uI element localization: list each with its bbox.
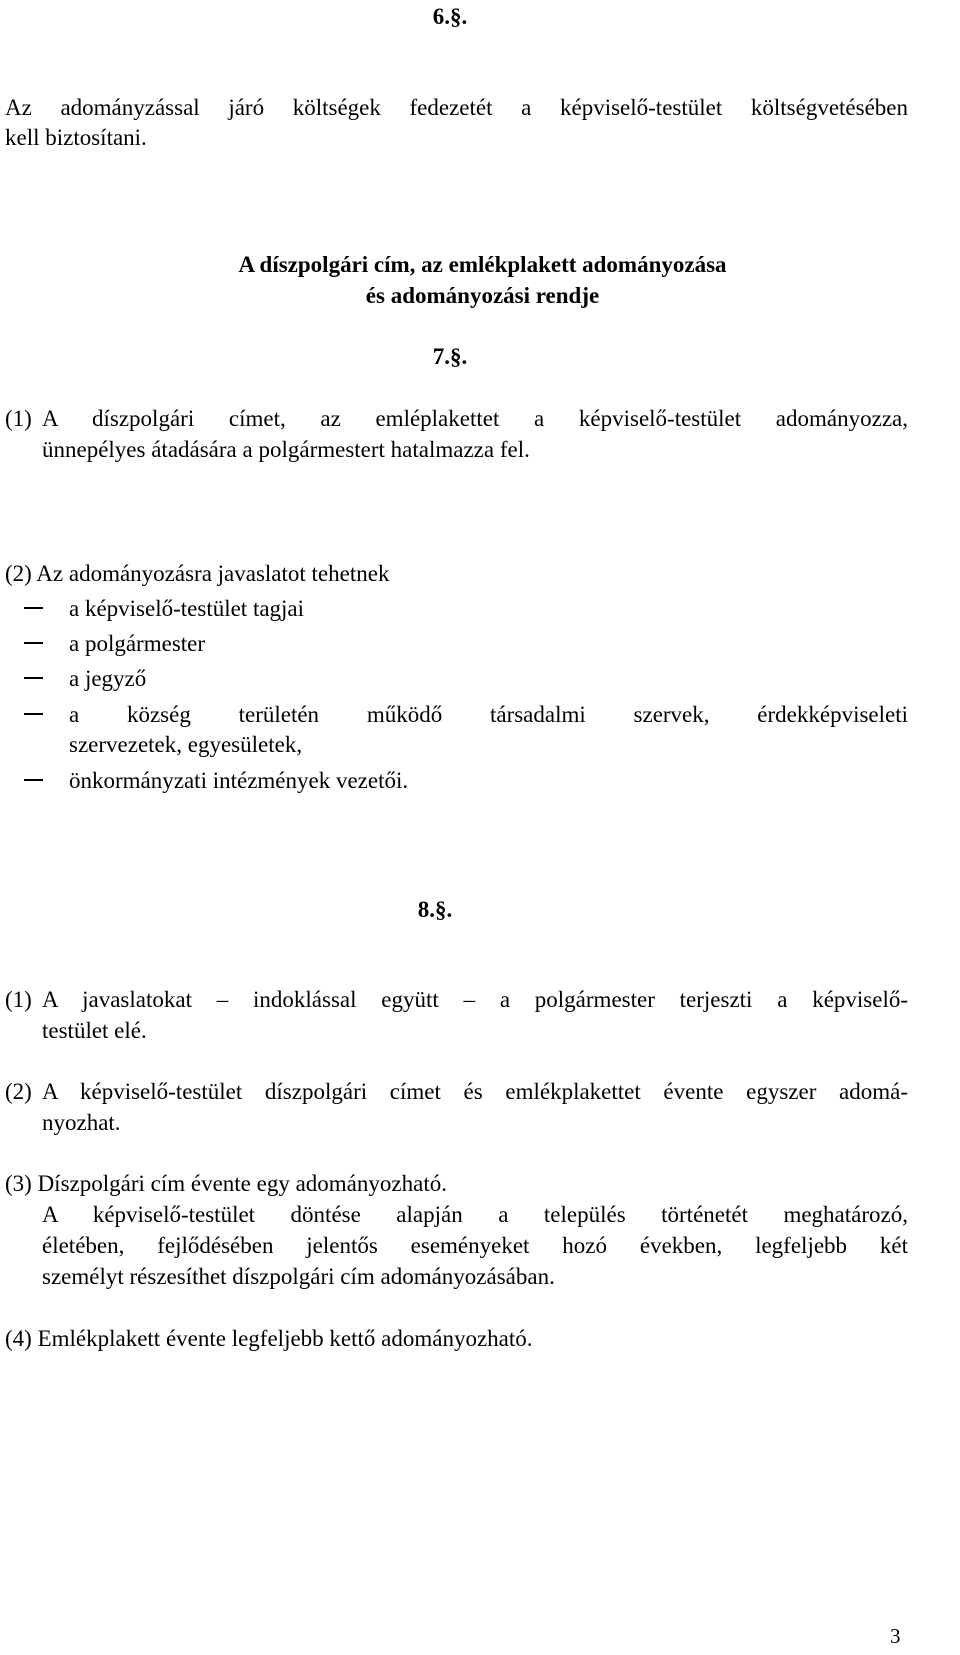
section-8-p1-line1: A javaslatokat – indoklással együtt – a polgármester terjeszti a képviselő- [42, 987, 908, 1012]
section-8-heading: 8.§. [417, 897, 453, 922]
list-item-text: a jegyző [69, 666, 147, 691]
section-6-para-line2: kell biztosítani. [5, 125, 147, 150]
section-7-p1-line1: A díszpolgári címet, az emléplakettet a képviselő-testület adományozza, [42, 406, 908, 431]
section-6-heading: 6.§. [432, 4, 468, 29]
paragraph-number: (1) [5, 987, 32, 1012]
list-item-text: a község területén működő társadalmi szervek, érdekképviseleti [69, 702, 908, 727]
list-item-text-continued: szervezetek, egyesületek, [69, 732, 303, 757]
section-7-p1-line2: ünnepélyes átadására a polgármestert hatalmazza fel. [42, 437, 530, 462]
paragraph-number: (2) [5, 1079, 32, 1104]
section-7-heading: 7.§. [432, 344, 468, 369]
list-item-text: a képviselő-testület tagjai [69, 596, 305, 621]
section-8-paragraph-1 [5, 983, 908, 1049]
section-8-p3-line1: (3) Díszpolgári cím évente egy adományozható. [5, 1171, 447, 1196]
section-8-p3-line2: A képviselő-testület döntése alapján a település történetét meghatározó, [42, 1202, 908, 1227]
section-7-paragraph-2-intro: (2) Az adományozásra javaslatot tehetnek [5, 561, 390, 586]
section-8-p1-line2: testület elé. [42, 1018, 147, 1043]
dash-bullet-icon [24, 642, 43, 644]
section-8-paragraph-3 [5, 1167, 908, 1297]
document-page [5, 0, 960, 1655]
chapter-title-line2: és adományozási rendje [365, 283, 600, 308]
dash-bullet-icon [24, 779, 43, 781]
dash-bullet-icon [24, 713, 43, 715]
section-8-p3-line3: életében, fejlődésében jelentős eseményeket hozó években, legfeljebb két [42, 1233, 908, 1258]
list-item-text: önkormányzati intézmények vezetői. [69, 768, 409, 793]
section-6-para-line1: Az adományzással járó költségek fedezetét a képviselő-testület költségvetésében [5, 95, 908, 120]
section-8-p2-line2: nyozhat. [42, 1110, 121, 1135]
page-number: 3 [890, 1624, 901, 1648]
dash-bullet-icon [24, 607, 43, 609]
proposer-list [5, 592, 908, 812]
list-item-text: a polgármester [69, 631, 206, 656]
dash-bullet-icon [24, 677, 43, 679]
section-8-p2-line1: A képviselő-testület díszpolgári címet és emlékplakettet évente egyszer adomá- [42, 1079, 908, 1104]
section-8-p3-line4: személyt részesíthet díszpolgári cím adományozásában. [42, 1264, 555, 1289]
list-item [5, 698, 908, 764]
chapter-title-line1: A díszpolgári cím, az emlékplakett adományozása [238, 252, 727, 277]
section-8-paragraph-2 [5, 1075, 908, 1141]
paragraph-number: (1) [5, 406, 32, 431]
section-8-paragraph-4: (4) Emlékplakett évente legfeljebb kettő adományozható. [5, 1326, 533, 1351]
